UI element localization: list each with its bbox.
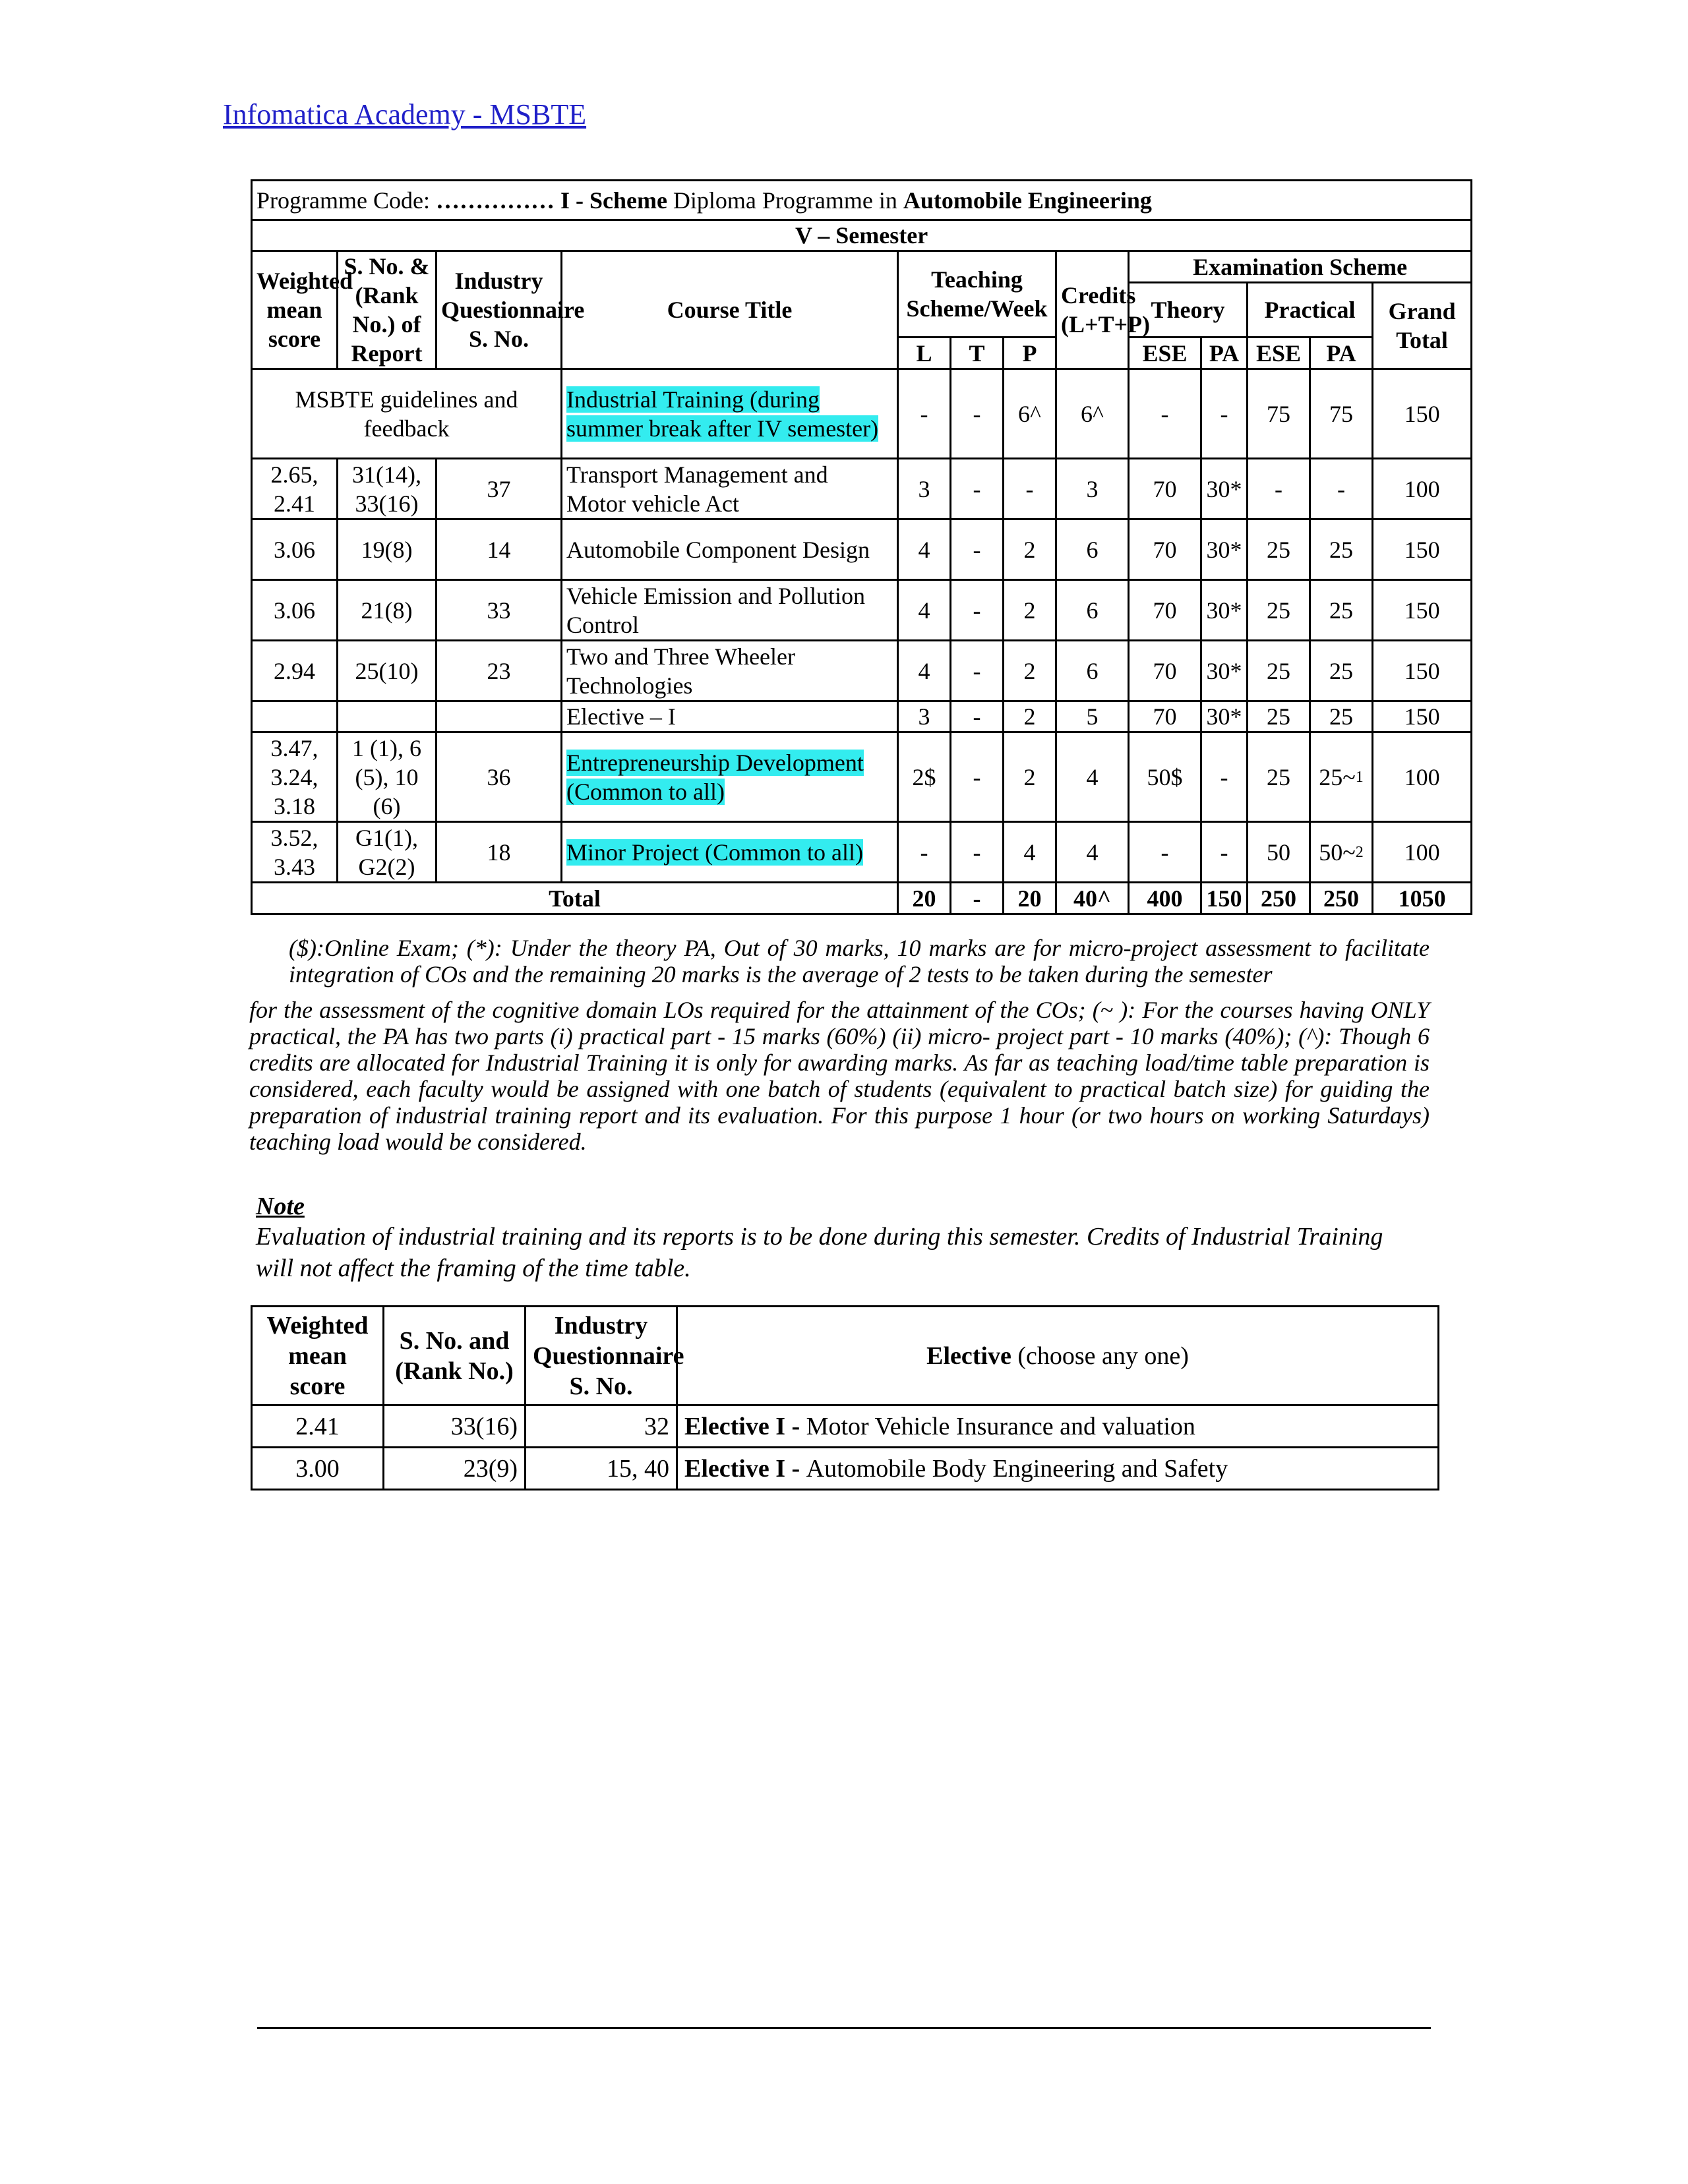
header-link[interactable]: Infomatica Academy - MSBTE [223,98,587,131]
col-practical-header: Practical [1248,283,1373,338]
footer-rule [257,2027,1431,2029]
total-theory-pa: 150 [1201,883,1248,914]
cell-theory-pa: 30* [1201,519,1248,580]
total-credits: 40^ [1056,883,1129,914]
cell-weighted: 2.65, 2.41 [252,459,338,519]
note-title: Note [256,1193,305,1220]
col-industry-header: Industry Questionnaire S. No. [437,251,562,369]
cell-industry: 32 [526,1405,677,1448]
cell-practical-pa: 25~$^1$ [1310,732,1373,822]
cell-practical-ese: 25 [1248,732,1310,822]
cell-T: - [951,369,1004,459]
table-row [252,732,1472,822]
total-grand: 1050 [1373,883,1472,914]
footnote [249,935,1430,1155]
cell-credits: 4 [1056,822,1129,883]
course-title: Entrepreneurship Development (Common to all) [562,732,898,822]
cell-theory-pa: - [1201,369,1248,459]
cell-theory-ese: - [1129,369,1201,459]
cell-grand-total: 100 [1373,822,1472,883]
col-L-header: L [898,338,951,369]
col-theory-pa-header: PA [1201,338,1248,369]
cell-T: - [951,822,1004,883]
cell-sno: 19(8) [338,519,437,580]
cell-sno: G1(1), G2(2) [338,822,437,883]
semester-title: V – Semester [252,220,1472,251]
cell-T: - [951,641,1004,701]
cell-weighted: 3.06 [252,580,338,641]
cell-theory-pa: - [1201,732,1248,822]
cell-T: - [951,519,1004,580]
cell-P: - [1004,459,1056,519]
course-title: Two and Three Wheeler Technologies [562,641,898,701]
cell-practical-pa: 75 [1310,369,1373,459]
course-title: Automobile Component Design [562,519,898,580]
cell-sno: 31(14), 33(16) [338,459,437,519]
cell-L: 4 [898,580,951,641]
cell-grand-total: 150 [1373,580,1472,641]
cell-theory-ese: 70 [1129,701,1201,732]
note-text: Evaluation of industrial training and its reports is to be done during this semester. Credits of Industrial Training will not affect the framing of the time table. [256,1223,1383,1282]
elective-col-weighted-header: Weighted mean score [252,1307,384,1405]
col-practical-ese-header: ESE [1248,338,1310,369]
cell-sno: 23(9) [384,1448,526,1490]
elective-col-industry-header: Industry Questionnaire S. No. [526,1307,677,1405]
cell-weighted: 3.00 [252,1448,384,1490]
total-practical-ese: 250 [1248,883,1310,914]
cell-practical-ese: 25 [1248,701,1310,732]
cell-theory-ese: 70 [1129,519,1201,580]
cell-industry: 37 [437,459,562,519]
teaching-scheme-table [251,179,1472,915]
cell-L: 4 [898,641,951,701]
table-row [252,641,1472,701]
cell-industry: 14 [437,519,562,580]
cell-T: - [951,732,1004,822]
cell-L: 4 [898,519,951,580]
cell-T: - [951,701,1004,732]
cell-grand-total: 150 [1373,641,1472,701]
cell-practical-ese: 25 [1248,580,1310,641]
elective-col-sno-header: S. No. and (Rank No.) [384,1307,526,1405]
cell-practical-pa: - [1310,459,1373,519]
cell-theory-pa: 30* [1201,580,1248,641]
table-row [252,701,1472,732]
cell-P: 6^ [1004,369,1056,459]
cell-theory-ese: 50$ [1129,732,1201,822]
cell-grand-total: 150 [1373,701,1472,732]
cell-practical-pa: 25 [1310,701,1373,732]
cell-weighted: 2.41 [252,1405,384,1448]
table-row [252,580,1472,641]
cell-industry [437,701,562,732]
col-theory-ese-header: ESE [1129,338,1201,369]
cell-industry: 18 [437,822,562,883]
cell-practical-ese: 50 [1248,822,1310,883]
col-P-header: P [1004,338,1056,369]
cell-weighted: 3.52, 3.43 [252,822,338,883]
table-row [252,822,1472,883]
cell-practical-ese: 25 [1248,641,1310,701]
cell-weighted: 3.06 [252,519,338,580]
cell-credits: 4 [1056,732,1129,822]
elective-name: Elective I - Automobile Body Engineering and Safety [677,1448,1439,1490]
cell-grand-total: 100 [1373,459,1472,519]
cell-theory-ese: 70 [1129,580,1201,641]
cell-theory-ese: - [1129,822,1201,883]
cell-L: - [898,369,951,459]
total-L: 20 [898,883,951,914]
cell-credits: 5 [1056,701,1129,732]
cell-practical-pa: 25 [1310,641,1373,701]
cell-sno: 21(8) [338,580,437,641]
table-row [252,1448,1439,1490]
cell-weighted: 2.94 [252,641,338,701]
cell-L: 3 [898,459,951,519]
cell-P: 4 [1004,822,1056,883]
cell-P: 2 [1004,701,1056,732]
cell-practical-ese: 25 [1248,519,1310,580]
programme-header: Programme Code: …………… I - Scheme Diploma Programme in Automobile Engineering [252,181,1472,220]
cell-credits: 6 [1056,519,1129,580]
table-row [252,1405,1439,1448]
cell-grand-total: 150 [1373,369,1472,459]
course-title: Transport Management and Motor vehicle Act [562,459,898,519]
cell-credits: 3 [1056,459,1129,519]
course-title: Industrial Training (during summer break after IV semester) [562,369,898,459]
guidelines-cell: MSBTE guidelines and feedback [252,369,562,459]
cell-theory-pa: - [1201,822,1248,883]
cell-practical-pa: 25 [1310,580,1373,641]
cell-weighted [252,701,338,732]
cell-weighted: 3.47, 3.24, 3.18 [252,732,338,822]
footnote-line-1: ($):Online Exam; (*): Under the theory PA, Out of 30 marks, 10 marks are for micro-project assessment to facilitate integration of COs and the remaining 20 marks is the average of 2 tests to be taken during the semester [289,935,1430,988]
cell-industry: 15, 40 [526,1448,677,1490]
total-T: - [951,883,1004,914]
total-label: Total [252,883,898,914]
cell-practical-pa: 25 [1310,519,1373,580]
cell-industry: 23 [437,641,562,701]
cell-T: - [951,459,1004,519]
cell-practical-ese: 75 [1248,369,1310,459]
col-exam-header: Examination Scheme [1129,251,1472,283]
cell-industry: 36 [437,732,562,822]
elective-table [251,1305,1439,1490]
cell-L: - [898,822,951,883]
cell-P: 2 [1004,519,1056,580]
cell-sno [338,701,437,732]
col-weighted-header: Weighted mean score [252,251,338,369]
cell-credits: 6 [1056,641,1129,701]
course-title: Vehicle Emission and Pollution Control [562,580,898,641]
cell-grand-total: 100 [1373,732,1472,822]
cell-P: 2 [1004,732,1056,822]
cell-grand-total: 150 [1373,519,1472,580]
cell-L: 3 [898,701,951,732]
total-P: 20 [1004,883,1056,914]
cell-industry: 33 [437,580,562,641]
col-teaching-header: Teaching Scheme/Week [898,251,1056,338]
cell-practical-ese: - [1248,459,1310,519]
cell-L: 2$ [898,732,951,822]
table-row [252,459,1472,519]
total-practical-pa: 250 [1310,883,1373,914]
footnote-line-2: for the assessment of the cognitive domain LOs required for the attainment of the COs; (~ ): For the courses having ONLY practical, the PA has two parts (i) practical part - 15 marks (60%) (ii) micro- project part - 10 marks (40%); (^): Though 6 credits are allocated for Industrial Training it is only for awarding marks. As far as teaching load/time table preparation is considered, each faculty would be assigned with one batch of students (equivalent to practical batch size) for guiding the preparation of industrial training report and its evaluation. For this purpose 1 hour (or two hours on working Saturdays) teaching load would be considered. [249,997,1430,1155]
col-sno-header: S. No. & (Rank No.) of Report [338,251,437,369]
cell-theory-pa: 30* [1201,701,1248,732]
total-theory-ese: 400 [1129,883,1201,914]
cell-P: 2 [1004,641,1056,701]
col-practical-pa-header: PA [1310,338,1373,369]
cell-theory-pa: 30* [1201,641,1248,701]
cell-theory-ese: 70 [1129,459,1201,519]
elective-name: Elective I - Motor Vehicle Insurance and valuation [677,1405,1439,1448]
total-row [252,883,1472,914]
cell-theory-ese: 70 [1129,641,1201,701]
course-title: Minor Project (Common to all) [562,822,898,883]
col-grand-total-header: Grand Total [1373,283,1472,369]
cell-credits: 6 [1056,580,1129,641]
elective-col-title-header: Elective (choose any one) [677,1307,1439,1405]
col-credits-header: Credits (L+T+P) [1056,251,1129,369]
cell-theory-pa: 30* [1201,459,1248,519]
table-row [252,519,1472,580]
cell-practical-pa: 50~$^2$ [1310,822,1373,883]
col-T-header: T [951,338,1004,369]
course-title: Elective – I [562,701,898,732]
cell-T: - [951,580,1004,641]
col-course-title-header: Course Title [562,251,898,369]
cell-sno: 1 (1), 6 (5), 10 (6) [338,732,437,822]
table-row [252,369,1472,459]
cell-sno: 25(10) [338,641,437,701]
col-theory-header: Theory [1129,283,1248,338]
cell-P: 2 [1004,580,1056,641]
cell-credits: 6^ [1056,369,1129,459]
cell-sno: 33(16) [384,1405,526,1448]
